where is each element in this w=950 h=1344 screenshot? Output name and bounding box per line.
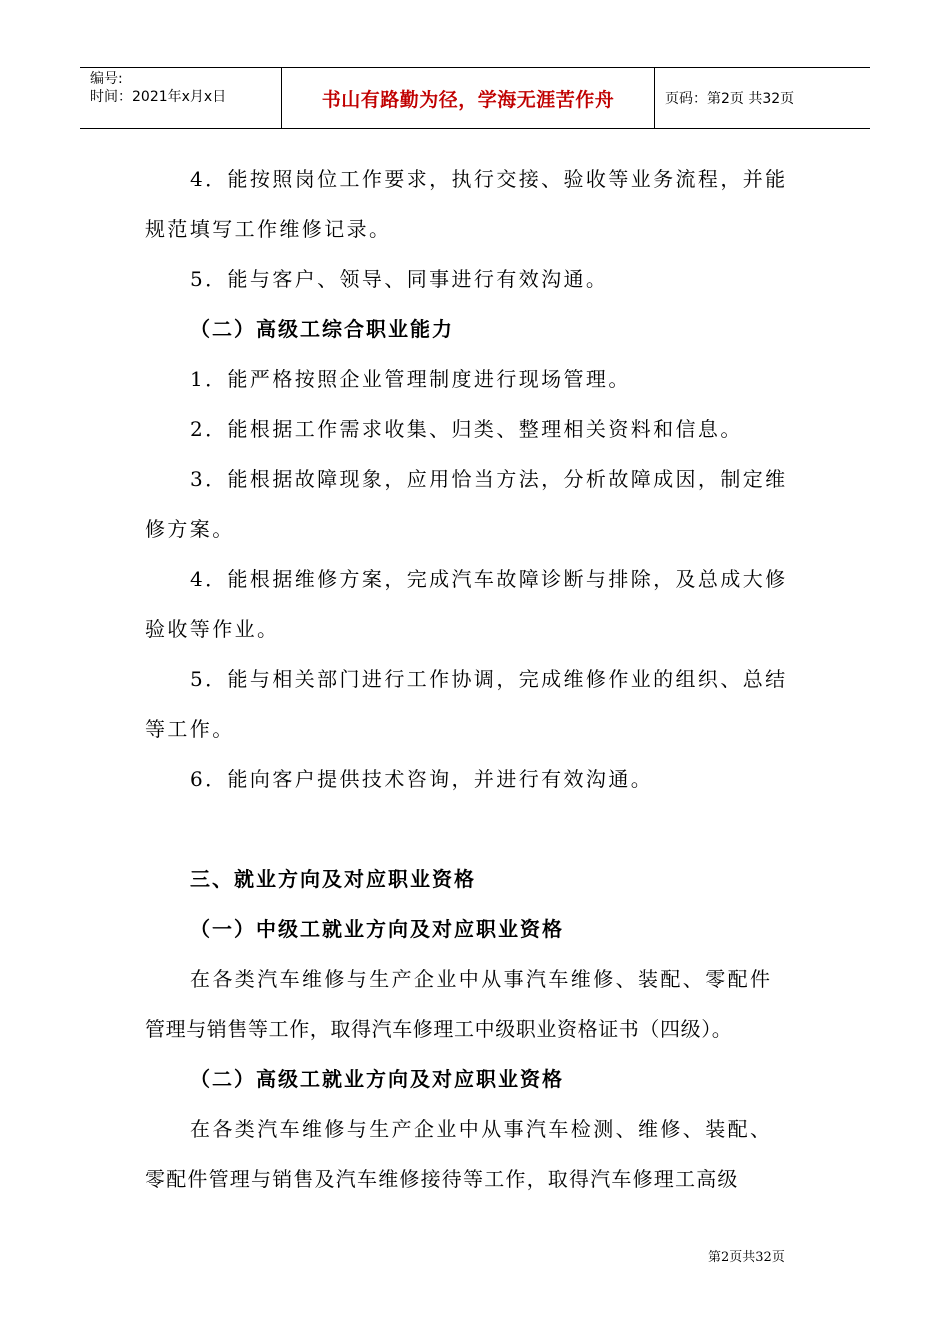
body-paragraph-line: 4．能按照岗位工作要求，执行交接、验收等业务流程，并能 — [190, 167, 788, 191]
body-paragraph-line: 验收等作业。 — [145, 617, 280, 641]
body-paragraph-line: 等工作。 — [145, 717, 235, 741]
body-paragraph-line: 5．能与相关部门进行工作协调，完成维修作业的组织、总结 — [190, 667, 788, 691]
body-paragraph-line: 规范填写工作维修记录。 — [145, 217, 392, 241]
body-paragraph-line: 在各类汽车维修与生产企业中从事汽车维修、装配、零配件 — [190, 967, 773, 991]
body-paragraph-line: 修方案。 — [145, 517, 235, 541]
body-paragraph-line: 5．能与客户、领导、同事进行有效沟通。 — [190, 267, 609, 291]
body-paragraph-line: 4．能根据维修方案，完成汽车故障诊断与排除，及总成大修 — [190, 567, 788, 591]
body-paragraph-line: 2．能根据工作需求收集、归类、整理相关资料和信息。 — [190, 417, 743, 441]
header-motto: 书山有路勤为径，学海无涯苦作舟 — [282, 68, 655, 128]
section-heading: （二）高级工综合职业能力 — [190, 317, 454, 341]
body-paragraph-line: 1．能严格按照企业管理制度进行现场管理。 — [190, 367, 631, 391]
header-meta-cell — [80, 68, 282, 128]
section-heading: （二）高级工就业方向及对应职业资格 — [190, 1067, 564, 1091]
document-time-label: 时间：2021年x月x日 — [90, 89, 227, 105]
chapter-heading: 三、就业方向及对应职业资格 — [190, 867, 476, 891]
section-heading: （一）中级工就业方向及对应职业资格 — [190, 917, 564, 941]
body-paragraph-line: 6．能向客户提供技术咨询，并进行有效沟通。 — [190, 767, 654, 791]
body-paragraph-line: 管理与销售等工作，取得汽车修理工中级职业资格证书（四级）。 — [145, 1017, 733, 1041]
body-paragraph-line: 零配件管理与销售及汽车维修接待等工作，取得汽车修理工高级 — [145, 1167, 739, 1191]
page-header — [80, 67, 870, 129]
document-number-label: 编号: — [90, 71, 123, 87]
header-page-label: 页码：第2页 共32页 — [665, 91, 795, 107]
body-paragraph-line: 3．能根据故障现象，应用恰当方法，分析故障成因，制定维 — [190, 467, 788, 491]
footer-page-number: 第2页共32页 — [708, 1250, 785, 1265]
body-paragraph-line: 在各类汽车维修与生产企业中从事汽车检测、维修、装配、 — [190, 1117, 773, 1141]
